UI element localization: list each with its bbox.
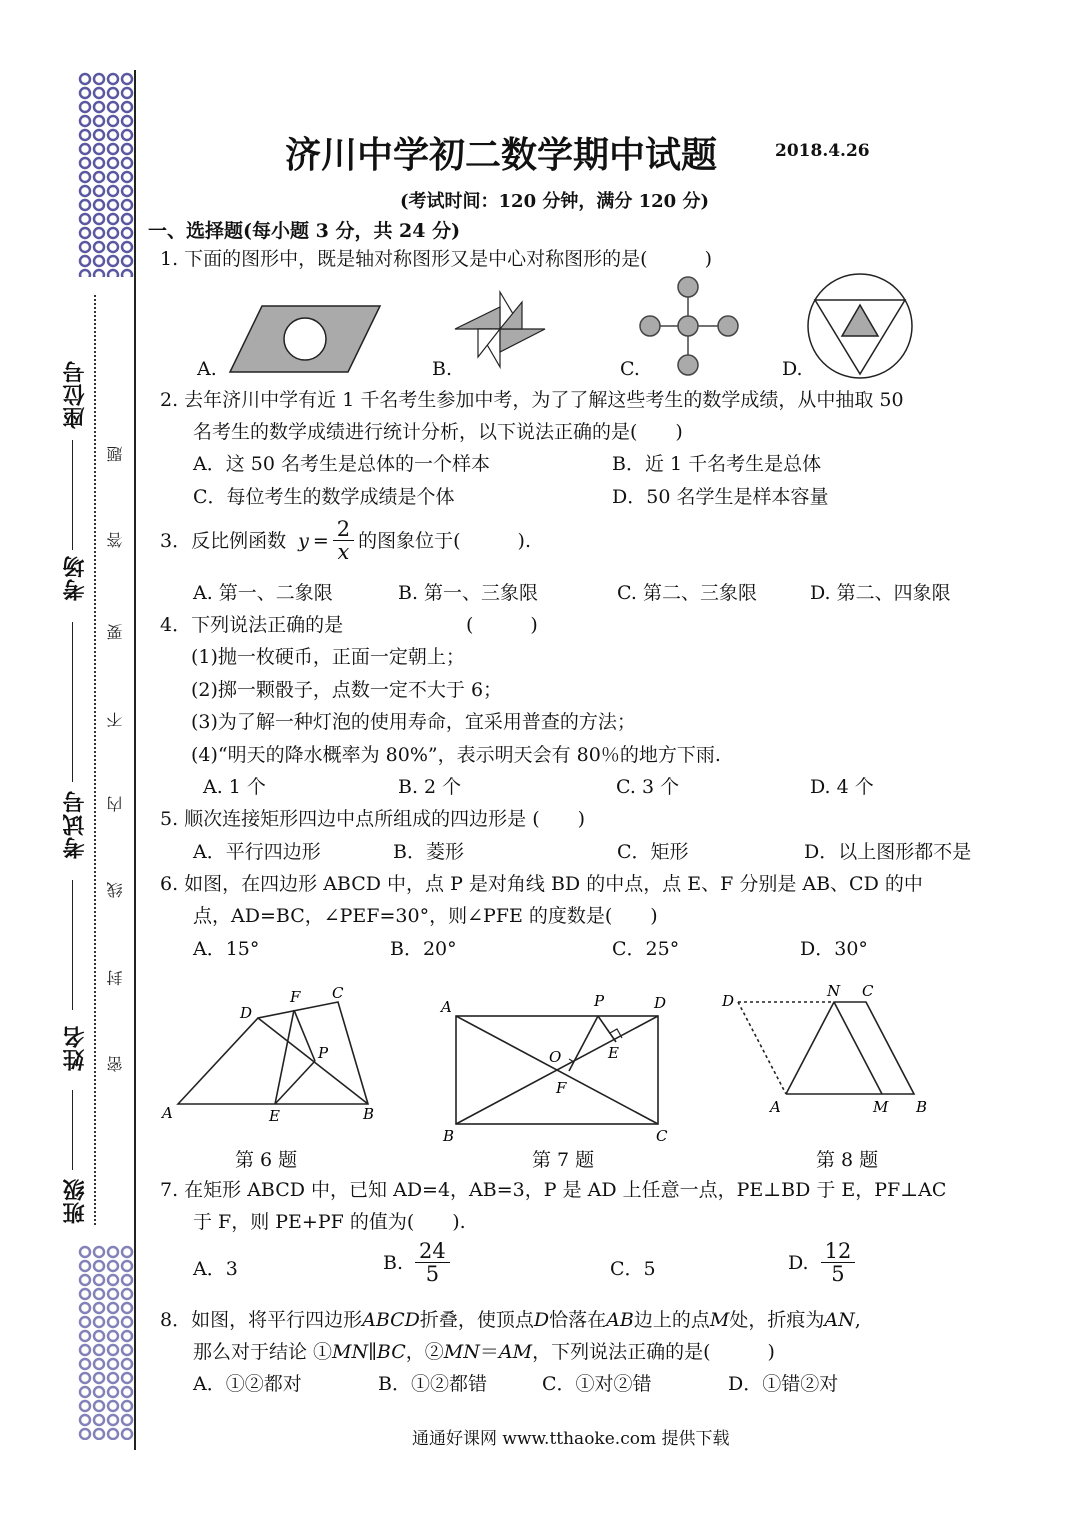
seat-number-blank[interactable] xyxy=(72,440,73,550)
q1-option-b-figure xyxy=(455,292,545,367)
q8-italic: D xyxy=(533,1309,550,1331)
fig8-label-b: B xyxy=(916,1098,928,1116)
notice-char: 内 xyxy=(106,796,125,812)
q6-option-d[interactable]: D．30° xyxy=(800,938,868,960)
q6-stem-line2: 点，AD=BC，∠PEF=30°，则∠PFE 的度数是( ) xyxy=(193,905,658,927)
figure-8 xyxy=(738,1002,914,1094)
q3-option-d[interactable]: D. 第二、四象限 xyxy=(810,582,951,604)
q4-option-a[interactable]: A. 1 个 xyxy=(203,776,266,798)
exam-number-blank[interactable] xyxy=(72,880,73,1010)
q7-b-numerator: 24 xyxy=(415,1240,450,1263)
q5-option-c[interactable]: C．矩形 xyxy=(617,841,689,863)
q4-answer-paren: ( ) xyxy=(466,614,538,636)
q4-statement-4: (4)“明天的降水概率为 80%”，表示明天会有 80％的地方下雨. xyxy=(191,744,721,766)
section-heading: 一、选择题(每小题 3 分，共 24 分) xyxy=(148,220,461,242)
q3-option-a[interactable]: A. 第一、二象限 xyxy=(193,582,333,604)
fig7-label-b: B xyxy=(443,1127,455,1145)
q3-numerator: 2 xyxy=(333,518,354,541)
fig8-label-c: C xyxy=(862,982,874,1000)
q4-statement-1: (1)抛一枚硬币，正面一定朝上； xyxy=(191,646,465,668)
figure-8-caption: 第 8 题 xyxy=(816,1149,879,1171)
fig7-label-d: D xyxy=(654,994,667,1012)
fig6-label-d: D xyxy=(240,1004,253,1022)
q8-text: 恰落在 xyxy=(549,1309,607,1331)
q8-text: ，下列说法正确的是( ) xyxy=(532,1341,775,1363)
exam-info: (考试时间：120 分钟，满分 120 分) xyxy=(400,191,709,212)
fig8-label-d: D xyxy=(722,992,735,1010)
name-label: 姓名 xyxy=(63,1025,88,1071)
figure-7 xyxy=(456,1016,658,1124)
figure-6 xyxy=(178,1002,368,1104)
q5-option-b[interactable]: B．菱形 xyxy=(393,841,464,863)
fig7-label-p: P xyxy=(594,992,605,1010)
q1-option-a[interactable]: A. xyxy=(197,358,217,380)
q2-option-c[interactable]: C．每位考生的数学成绩是个体 xyxy=(193,486,455,508)
q1-option-c-figure xyxy=(640,277,738,375)
q5-option-a[interactable]: A．平行四边形 xyxy=(193,841,321,863)
bottom-pattern-decoration xyxy=(78,1245,134,1440)
q1-option-c[interactable]: C. xyxy=(620,358,640,380)
class-label: 班级 xyxy=(63,1178,88,1224)
fig7-label-f: F xyxy=(556,1079,567,1097)
q8-text: ＝ xyxy=(479,1341,499,1363)
q8-italic: MN xyxy=(443,1341,480,1363)
q8-italic: AN xyxy=(824,1309,855,1331)
fig6-label-b: B xyxy=(363,1105,375,1123)
notice-char: 封 xyxy=(106,970,125,986)
q4-stem: 4．下列说法正确的是 xyxy=(160,614,344,636)
fig6-label-f: F xyxy=(290,988,301,1006)
q7-stem-line2: 于 F，则 PE+PF 的值为( ). xyxy=(193,1211,466,1233)
q8-italic: M xyxy=(709,1309,730,1331)
q4-statement-3: (3)为了解一种灯泡的使用寿命，宜采用普查的方法； xyxy=(191,711,636,733)
margin-rule xyxy=(134,70,136,1450)
page-title: 济川中学初二数学期中试题 xyxy=(285,135,718,176)
q2-stem-line2: 名考生的数学成绩进行统计分析，以下说法正确的是( ) xyxy=(193,421,683,443)
q7-b-denominator: 5 xyxy=(425,1262,440,1286)
q8-text: , xyxy=(854,1309,861,1331)
q8-stem-line2 xyxy=(193,1339,775,1365)
fig8-label-m: M xyxy=(873,1098,889,1116)
q3-stem-prefix: 3．反比例函数 xyxy=(160,529,287,552)
q7-option-b[interactable] xyxy=(383,1240,450,1285)
q3-equals: = xyxy=(312,529,329,552)
q1-stem: 1. 下面的图形中，既是轴对称图形又是中心对称图形的是( ) xyxy=(160,248,712,270)
exam-room-blank[interactable] xyxy=(72,622,73,782)
fig7-label-a: A xyxy=(441,998,452,1016)
q7-option-b-letter: B. xyxy=(383,1251,404,1274)
q3-stem xyxy=(160,518,531,563)
q8-text: ∥ xyxy=(368,1341,377,1363)
q4-statement-2: (2)掷一颗骰子，点数一定不大于 6； xyxy=(191,679,503,701)
notice-char: 答 xyxy=(106,532,125,548)
top-pattern-decoration xyxy=(78,72,134,277)
fig8-label-n: N xyxy=(827,982,841,1000)
q3-option-b[interactable]: B. 第一、三象限 xyxy=(398,582,539,604)
q8-option-d[interactable]: D．①错②对 xyxy=(728,1373,839,1395)
fig6-label-p: P xyxy=(318,1044,329,1062)
q1-option-d[interactable]: D. xyxy=(782,358,803,380)
name-blank[interactable] xyxy=(72,1090,73,1170)
fig7-label-o: O xyxy=(549,1048,562,1066)
exam-number-label: 考试号 xyxy=(63,790,88,859)
q6-stem-line1: 6. 如图，在四边形 ABCD 中，点 P 是对角线 BD 的中点，点 E、F 分别是 AB、CD 的中 xyxy=(160,873,923,895)
figure-7-caption: 第 7 题 xyxy=(532,1149,595,1171)
q4-option-b[interactable]: B. 2 个 xyxy=(398,776,462,798)
geometry-figures xyxy=(150,978,940,1146)
fig7-label-c: C xyxy=(656,1127,668,1145)
q8-italic: BC xyxy=(376,1341,406,1363)
q3-stem-suffix: 的图象位于( ). xyxy=(358,529,531,552)
notice-char: 题 xyxy=(106,446,125,462)
q4-option-c[interactable]: C. 3 个 xyxy=(616,776,680,798)
q7-d-denominator: 5 xyxy=(831,1262,845,1286)
q8-text: 处，折痕为 xyxy=(729,1309,825,1331)
fig6-label-e: E xyxy=(269,1107,280,1125)
q7-option-b-fraction xyxy=(415,1240,450,1285)
q8-text: 边上的点 xyxy=(633,1309,710,1331)
exam-room-label: 考场 xyxy=(63,555,88,601)
q5-stem: 5. 顺次连接矩形四边中点所组成的四边形是 ( ) xyxy=(160,808,586,830)
cut-dotted-line xyxy=(94,295,96,1225)
exam-date: 2018.4.26 xyxy=(775,141,870,161)
fig8-label-a: A xyxy=(770,1098,781,1116)
q2-option-a[interactable]: A．这 50 名考生是总体的一个样本 xyxy=(193,453,490,475)
q6-option-c[interactable]: C．25° xyxy=(612,938,680,960)
q2-option-b[interactable]: B．近 1 千名考生是总体 xyxy=(612,453,822,475)
q2-option-d[interactable]: D．50 名学生是样本容量 xyxy=(612,486,829,508)
q7-option-d-fraction xyxy=(821,1240,856,1285)
q4-option-d[interactable]: D. 4 个 xyxy=(810,776,874,798)
q8-italic: MN xyxy=(332,1341,369,1363)
q8-option-a[interactable]: A．①②都对 xyxy=(193,1373,302,1395)
q8-text: ，② xyxy=(405,1341,444,1363)
q5-option-d[interactable]: D．以上图形都不是 xyxy=(804,841,972,863)
q1-option-a-figure xyxy=(230,306,380,372)
q3-fraction xyxy=(333,518,354,563)
q8-text: 8．如图，将平行四边形 xyxy=(160,1309,363,1331)
q7-option-a[interactable]: A．3 xyxy=(193,1258,238,1280)
q7-stem-line1: 7. 在矩形 ABCD 中，已知 AD=4，AB=3，P 是 AD 上任意一点，PE⊥BD 于 E，PF⊥AC xyxy=(160,1179,947,1201)
q1-option-b[interactable]: B. xyxy=(432,358,453,380)
notice-char: 线 xyxy=(106,882,125,898)
notice-char: 要 xyxy=(106,624,125,640)
notice-char: 密 xyxy=(106,1056,125,1072)
fig7-label-e: E xyxy=(608,1044,619,1062)
q8-text: 折叠，使顶点 xyxy=(419,1309,534,1331)
q7-d-numerator: 12 xyxy=(821,1240,856,1263)
q1-option-d-figure xyxy=(808,274,912,378)
q8-italic: AM xyxy=(498,1341,533,1363)
footer-credit: 通通好课网 www.tthaoke.com 提供下载 xyxy=(412,1429,730,1449)
q2-stem-line1: 2. 去年济川中学有近 1 千名考生参加中考，为了了解这些考生的数学成绩，从中抽取 50 xyxy=(160,389,904,411)
q3-var-y: y xyxy=(298,529,309,552)
q6-option-b[interactable]: B．20° xyxy=(390,938,457,960)
q6-option-a[interactable]: A．15° xyxy=(193,938,260,960)
fig6-label-c: C xyxy=(332,984,344,1002)
q8-option-c[interactable]: C．①对②错 xyxy=(542,1373,652,1395)
fig6-label-a: A xyxy=(162,1104,173,1122)
q8-stem-line1 xyxy=(160,1307,861,1333)
figure-6-caption: 第 6 题 xyxy=(235,1149,298,1171)
q7-option-c[interactable]: C．5 xyxy=(610,1258,656,1280)
q8-italic: ABCD xyxy=(362,1309,420,1331)
q8-text: 那么对于结论 ① xyxy=(193,1341,333,1363)
q8-option-b[interactable]: B．①②都错 xyxy=(378,1373,487,1395)
q8-italic: AB xyxy=(606,1309,634,1331)
q1-figures xyxy=(150,272,1030,382)
q3-option-c[interactable]: C. 第二、三象限 xyxy=(617,582,757,604)
seat-number-label: 座位号 xyxy=(63,360,88,429)
q3-denominator: x xyxy=(337,540,350,564)
q7-option-d-letter: D. xyxy=(788,1251,809,1274)
notice-char: 不 xyxy=(106,712,125,728)
q7-option-d[interactable] xyxy=(788,1240,855,1285)
